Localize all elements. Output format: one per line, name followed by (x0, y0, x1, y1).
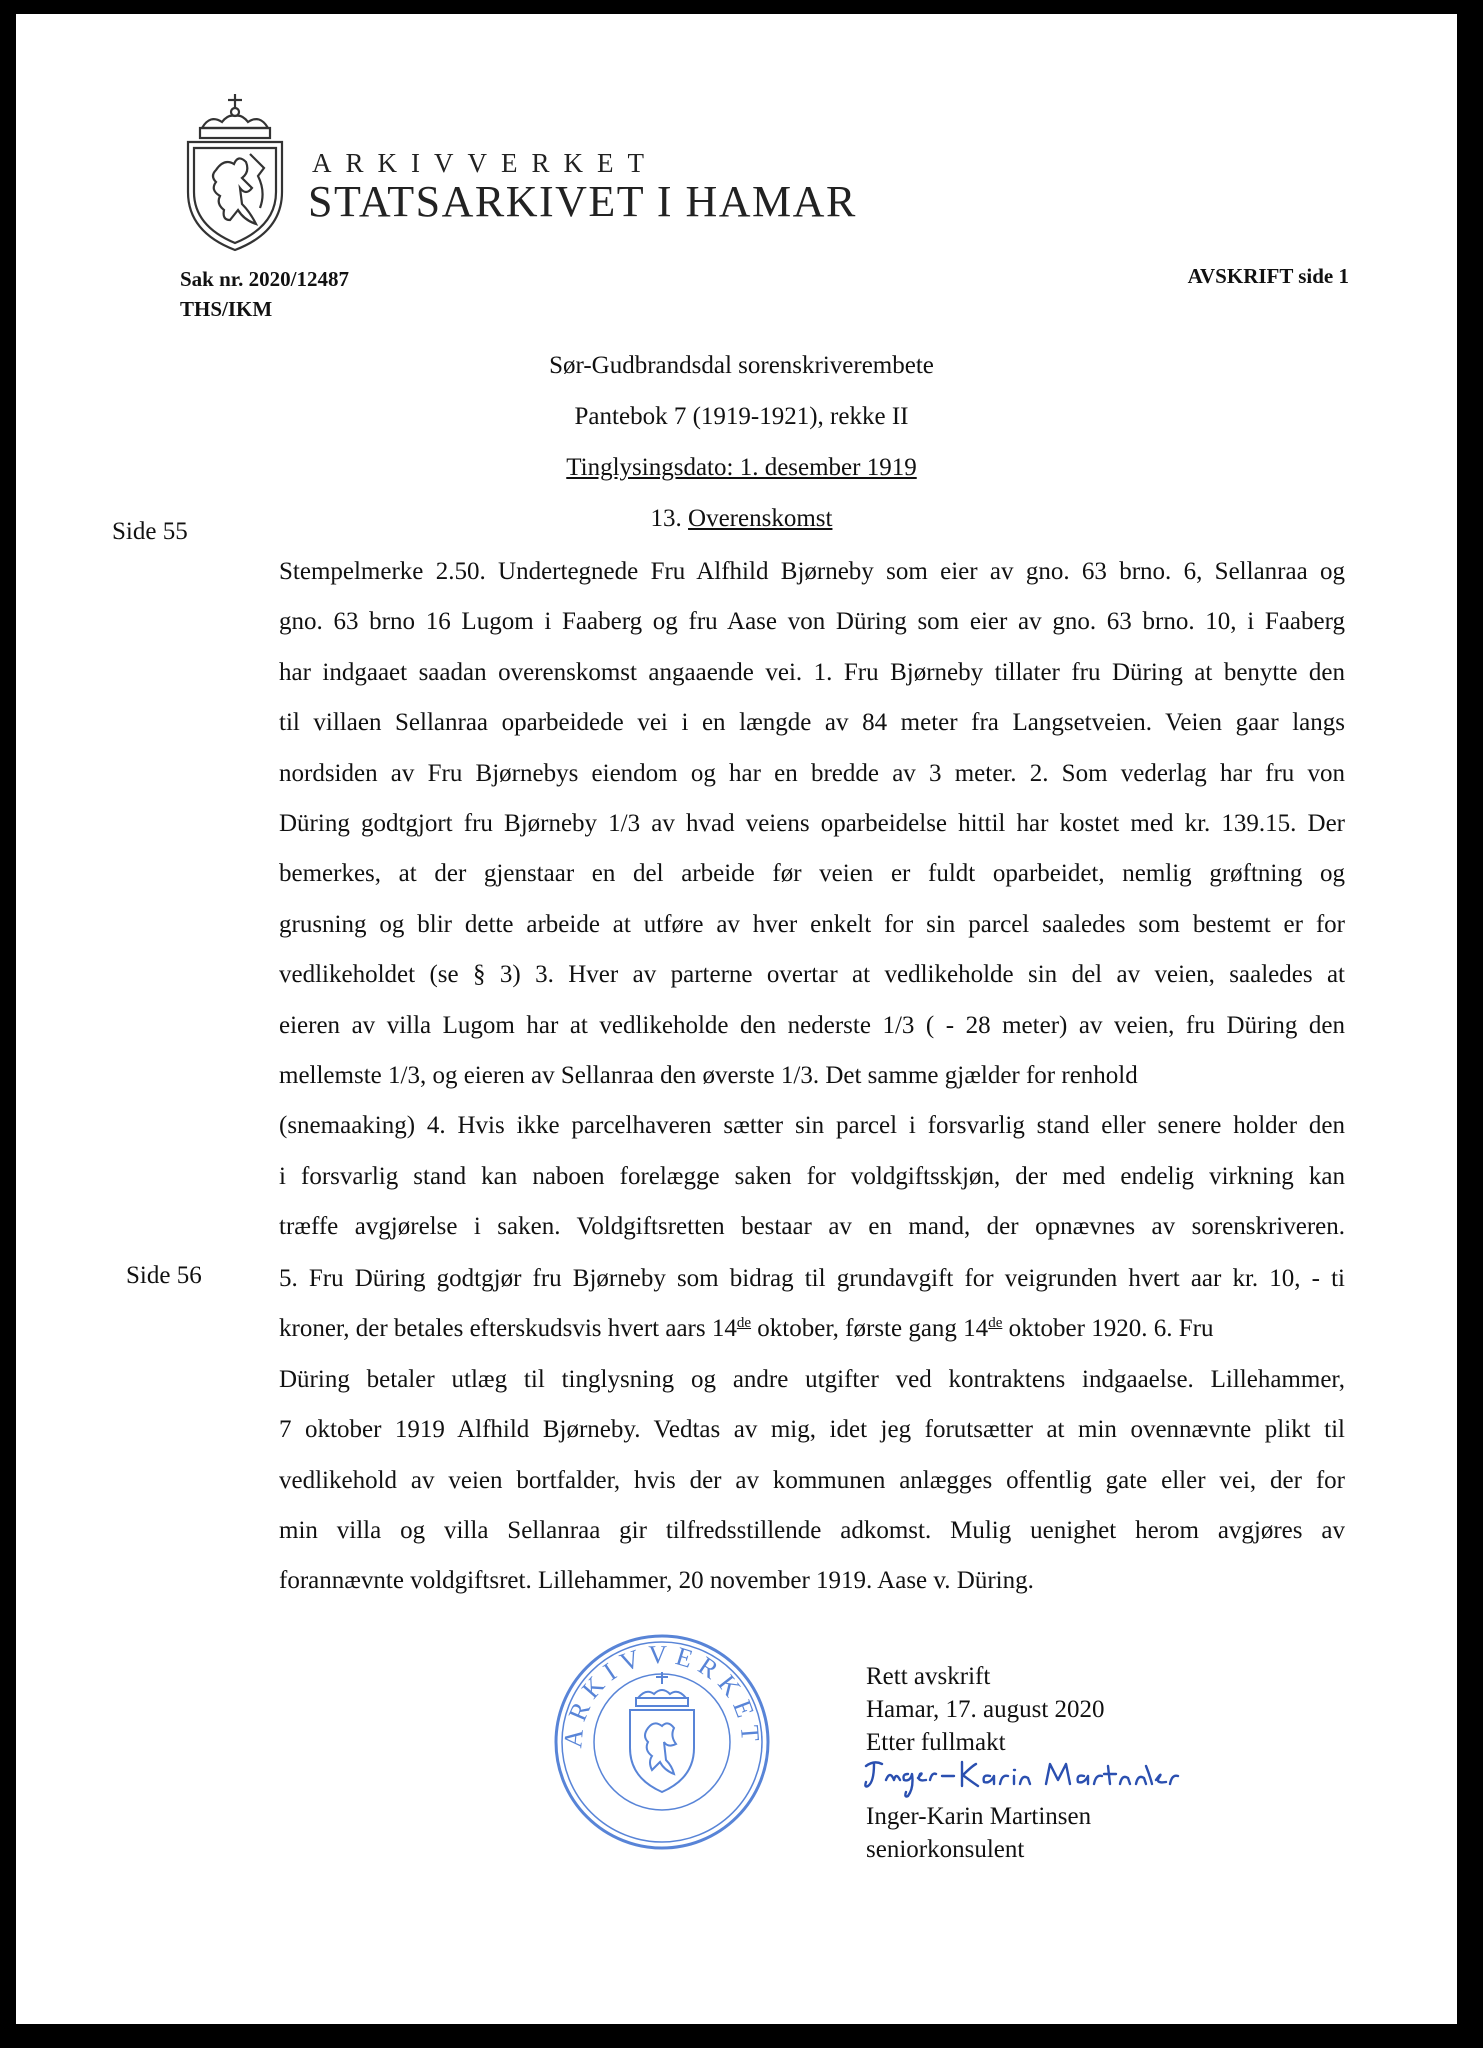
body-line: bemerkes, at der gjenstaar en del arbeide før veien er fuldt oparbeidet, nemlig grøftning og (279, 860, 1345, 888)
body-line: Düring godtgjort fru Bjørneby 1/3 av hvad veiens oparbeidelse hittil har kostet med kr. 139.15. Der (279, 810, 1345, 838)
case-initials: THS/IKM (180, 297, 273, 321)
body-line: forannævnte voldgiftsret. Lillehammer, 20 november 1919. Aase v. Düring. (279, 1567, 1034, 1595)
org-name-large: STATSARKIVET I HAMAR (308, 177, 857, 226)
body-line: grusning og blir dette arbeide at utføre av hver enkelt for sin parcel saaledes som bestemt er for (279, 910, 1345, 938)
body-line: gno. 63 brno 16 Lugom i Faaberg og fru Aase von Düring som eier av gno. 63 brno. 10, i Faaberg (279, 608, 1345, 636)
body-line: har indgaaet saadan overenskomst angaaende vei. 1. Fru Bjørneby tillater fru Düring at benytte den (279, 658, 1345, 686)
margin-page-56: Side 56 (126, 1262, 202, 1289)
handwritten-signature (860, 1752, 1180, 1802)
body-line: mellemste 1/3, og eieren av Sellanraa den øverste 1/3. Det samme gjælder for renhold (279, 1062, 1138, 1090)
body-line: i forsvarlig stand kan naboen forelægge saken for voldgiftsskjøn, der med endelig virkning kan (279, 1162, 1345, 1190)
archive-seal-stamp (552, 1632, 772, 1852)
body-line: til villaen Sellanraa oparbeidede vei i en længde av 84 meter fra Langsetveien. Veien gaar langs (279, 709, 1345, 737)
signatory-title: seniorkonsulent (866, 1836, 1025, 1863)
certification-place-date: Hamar, 17. august 2020 (866, 1696, 1105, 1723)
body-line: vedlikeholdet (se § 3) 3. Hver av parterne overtar at vedlikeholde sin del av veien, saaledes at (279, 961, 1345, 989)
body-line: eieren av villa Lugom har at vedlikeholde den nederste 1/3 ( - 28 meter) av veien, fru Düring den (279, 1011, 1345, 1039)
registration-date (0, 454, 1483, 482)
superscript: de (988, 1315, 1003, 1332)
body-line: (snemaaking) 4. Hvis ikke parcelhaveren sætter sin parcel i forsvarlig stand eller senere holder den (279, 1112, 1345, 1140)
entry-heading (0, 505, 1483, 533)
case-info (180, 264, 349, 324)
body-line: 7 oktober 1919 Alfhild Bjørneby. Vedtas av mig, idet jeg forutsætter at min ovennævnte plikt til (279, 1416, 1345, 1444)
book-reference: Pantebok 7 (1919-1921), rekke II (574, 403, 909, 430)
page-label: AVSKRIFT side 1 (1187, 264, 1349, 288)
entry-number: 13. (650, 505, 682, 532)
entry-title: Overenskomst (688, 505, 833, 532)
case-number: Sak nr. 2020/12487 (180, 267, 350, 291)
text-fragment: oktober, første gang 14 (751, 1315, 989, 1343)
body-line: 5. Fru Düring godtgjør fru Bjørneby som bidrag til grundavgift for veigrunden hvert aar kr. 10, - ti (279, 1265, 1345, 1292)
registration-date-text: Tinglysingsdato: 1. desember 1919 (566, 454, 917, 481)
body-line: min villa og villa Sellanraa gir tilfredsstillende adkomst. Mulig uenighet herom avgjøres av (279, 1517, 1345, 1545)
stamp-lettering: ARKIVVERKET (558, 1640, 766, 1750)
certified-copy-label: Rett avskrift (866, 1663, 991, 1690)
text-fragment: oktober 1920. 6. Fru (1002, 1315, 1214, 1343)
transcript-body-page-56 (279, 1254, 1345, 1607)
text-fragment: kroner, der betales efterskudsvis hvert aars 14 (279, 1315, 737, 1343)
margin-page-55: Side 55 (112, 518, 188, 545)
signatory-name: Inger-Karin Martinsen (866, 1803, 1092, 1830)
court-name: Sør-Gudbrandsdal sorenskriverembete (549, 352, 934, 379)
certification-block (866, 1660, 1105, 1759)
body-line: træffe avgjørelse i saken. Voldgiftsretten bestaar av en mand, der opnævnes av sorenskriveren. (279, 1213, 1345, 1241)
org-name-small: ARKIVVERKET (312, 148, 658, 178)
body-line: Stempelmerke 2.50. Undertegnede Fru Alfhild Bjørneby som eier av gno. 63 brno. 6, Sellanraa og (279, 558, 1345, 585)
signatory-block (866, 1800, 1091, 1866)
body-line: nordsiden av Fru Bjørnebys eiendom og har en bredde av 3 meter. 2. Som vederlag har fru von (279, 759, 1345, 787)
body-line: vedlikehold av veien bortfalder, hvis der av kommunen anlægges offentlig gate eller vei, der for (279, 1466, 1345, 1494)
body-line-with-superscripts (279, 1304, 1345, 1354)
authorization-label: Etter fullmakt (866, 1729, 1006, 1756)
superscript: de (736, 1315, 752, 1332)
coat-of-arms-icon (180, 92, 290, 252)
body-line: Düring betaler utlæg til tinglysning og andre utgifter ved kontraktens indgaaelse. Lillehammer, (279, 1365, 1345, 1393)
transcript-body-page-55 (279, 547, 1345, 1253)
